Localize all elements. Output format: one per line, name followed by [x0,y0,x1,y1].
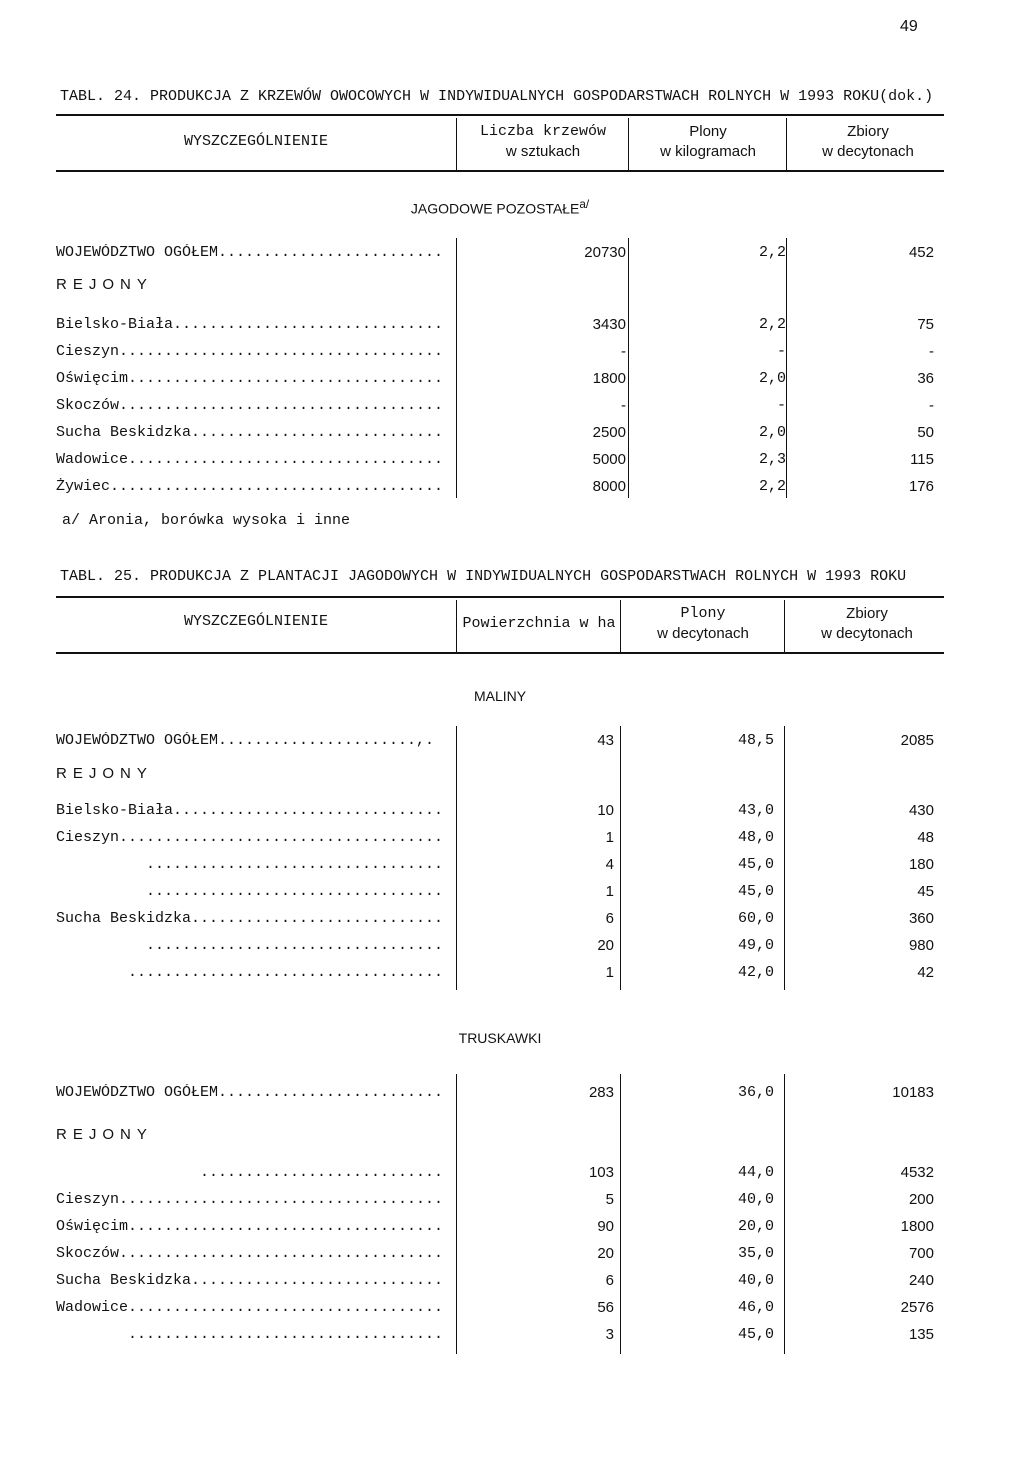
cell-zbiory: 180 [908,856,934,873]
table-row [56,424,944,448]
cell-plony: 45,0 [737,1326,774,1343]
row-label: Cieszyn.................................... [56,343,444,360]
footnote-marker: a/ [579,198,590,211]
table-row [56,883,944,907]
cell-powierzchnia: 3 [605,1326,614,1343]
cell-plony: 43,0 [737,802,774,819]
cell-plony: 20,0 [737,1218,774,1235]
table-25-header-divider [620,600,621,652]
cell-zbiory: 115 [910,451,934,468]
table-row [56,856,944,880]
cell-plony: 45,0 [737,883,774,900]
row-label: Wadowice................................... [56,451,444,468]
row-label: Cieszyn.................................... [56,1191,444,1208]
cell-powierzchnia: 20 [597,937,614,954]
cell-powierzchnia: 10 [597,802,614,819]
header-line: Liczba krzewów [479,123,607,140]
row-label: Sucha Beskidzka............................ [56,910,444,927]
table-25-header-divider [456,600,457,652]
cell-zbiory: 2085 [900,732,934,749]
table-row [56,937,944,961]
table-row [56,316,944,340]
cell-liczba: 20730 [584,244,626,261]
cell-zbiory: 42 [917,964,934,981]
cell-powierzchnia: 6 [605,1272,614,1289]
table-24-title: TABL. 24. PRODUKCJA Z KRZEWÓW OWOCOWYCH W INDYWIDUALNYCH GOSPODARSTWACH ROLNYCH W 1993 ROKU(dok.) [60,88,934,105]
row-label: Sucha Beskidzka............................ [56,424,444,441]
truskawki-section-title: TRUSKAWKI [458,1030,542,1046]
cell-zbiory: 75 [917,316,934,333]
table-24-total-row [56,244,944,268]
cell-plony: 45,0 [737,856,774,873]
cell-powierzchnia: 43 [597,732,614,749]
cell-powierzchnia: 4 [605,856,614,873]
cell-powierzchnia: 56 [597,1299,614,1316]
cell-liczba: 3430 [592,316,626,333]
cell-zbiory: 700 [908,1245,934,1262]
header-line: w decytonach [657,625,749,642]
row-label: Bielsko-Biała.............................. [56,316,444,333]
table-24-header-divider [456,118,457,170]
table-24-header-liczba [458,122,628,162]
cell-plony: 2,0 [758,424,786,441]
cell-zbiory: 48 [917,829,934,846]
cell-powierzchnia: 6 [605,910,614,927]
table-24-footnote: a/ Aronia, borówka wysoka i inne [62,512,351,529]
row-label: Oświęcim................................... [56,370,444,387]
cell-plony: 46,0 [737,1299,774,1316]
row-label: ................................... [56,964,444,981]
table-24-header-wyszczegolnienie: WYSZCZEGÓLNIENIE [183,133,329,150]
maliny-total-row [56,732,944,756]
header-line: Plony [689,123,727,140]
truskawki-regions-heading [56,1126,944,1150]
cell-powierzchnia: 1 [605,829,614,846]
row-label: WOJEWÓDZTWO OGÓŁEM......................... [56,1084,444,1101]
table-25-top-rule [56,596,944,598]
cell-plony: 60,0 [737,910,774,927]
table-row [56,802,944,826]
row-label: ................................. [56,856,444,873]
header-line: w sztukach [505,143,581,160]
table-24-section-title [56,198,944,217]
cell-plony: 2,2 [758,478,786,495]
table-row [56,397,944,421]
table-24-header-divider [628,118,629,170]
table-row [56,910,944,934]
row-label: ................................... [56,1326,444,1343]
table-row [56,1299,944,1323]
cell-plony: 2,2 [758,244,786,261]
table-25-header-rule [56,652,944,654]
cell-zbiory: 2576 [900,1299,934,1316]
header-line: Plony [680,605,726,622]
row-label: ................................. [56,937,444,954]
cell-plony: 44,0 [737,1164,774,1181]
table-24-top-rule [56,114,944,116]
row-label: Cieszyn.................................... [56,829,444,846]
cell-liczba: 5000 [592,451,626,468]
cell-plony: 48,5 [737,732,774,749]
cell-zbiory: - [929,343,934,360]
cell-zbiory: 430 [908,802,934,819]
cell-zbiory: 4532 [900,1164,934,1181]
cell-plony: 40,0 [737,1191,774,1208]
cell-plony: 35,0 [737,1245,774,1262]
cell-zbiory: 240 [908,1272,934,1289]
cell-liczba: 1800 [592,370,626,387]
cell-powierzchnia: 103 [588,1164,614,1181]
cell-powierzchnia: 20 [597,1245,614,1262]
cell-plony: - [776,343,786,360]
row-label: ................................. [56,883,444,900]
row-label: Oświęcim................................... [56,1218,444,1235]
cell-zbiory: 36 [917,370,934,387]
cell-powierzchnia: 90 [597,1218,614,1235]
cell-powierzchnia: 283 [588,1084,614,1101]
regions-label: REJONY [56,765,153,782]
header-line: w decytonach [822,143,914,160]
header-line: w kilogramach [660,143,756,160]
cell-zbiory: 200 [908,1191,934,1208]
row-label: Sucha Beskidzka............................ [56,1272,444,1289]
table-25-header-divider [784,600,785,652]
table-24-header-zbiory [788,122,948,162]
table-row [56,829,944,853]
cell-liczba: - [621,343,626,360]
cell-plony: 40,0 [737,1272,774,1289]
regions-label: REJONY [56,276,153,293]
table-row [56,1272,944,1296]
cell-plony: - [776,397,786,414]
table-row [56,343,944,367]
cell-plony: 42,0 [737,964,774,981]
table-25-header-plony [622,604,784,644]
table-25-header-zbiory [786,604,948,644]
table-25-header-wyszczegolnienie: WYSZCZEGÓLNIENIE [183,613,329,630]
cell-plony: 2,3 [758,451,786,468]
cell-zbiory: 360 [908,910,934,927]
header-line: w decytonach [821,625,913,642]
header-line: Zbiory [846,605,888,622]
cell-powierzchnia: 5 [605,1191,614,1208]
cell-liczba: 8000 [592,478,626,495]
table-25-header-powierzchnia: Powierzchnia w ha [462,615,616,632]
maliny-regions-heading [56,765,944,789]
row-label: Wadowice................................... [56,1299,444,1316]
row-label: Skoczów.................................... [56,1245,444,1262]
cell-plony: 48,0 [737,829,774,846]
table-row [56,451,944,475]
regions-label: REJONY [56,1126,153,1143]
cell-plony: 36,0 [737,1084,774,1101]
table-24-header-rule [56,170,944,172]
cell-plony: 49,0 [737,937,774,954]
cell-zbiory: 45 [917,883,934,900]
cell-zbiory: 176 [908,478,934,495]
maliny-section-title: MALINY [473,688,527,704]
cell-zbiory: 1800 [900,1218,934,1235]
row-label: Bielsko-Biała.............................. [56,802,444,819]
table-row [56,1245,944,1269]
truskawki-total-row [56,1084,944,1108]
cell-zbiory: 980 [908,937,934,954]
cell-powierzchnia: 1 [605,883,614,900]
table-25-title: TABL. 25. PRODUKCJA Z PLANTACJI JAGODOWYCH W INDYWIDUALNYCH GOSPODARSTWACH ROLNYCH W 1993 ROKU [60,568,907,585]
page-number: 49 [900,18,918,35]
cell-zbiory: 452 [908,244,934,261]
row-label: ........................... [56,1164,444,1181]
table-row [56,478,944,502]
row-label: Żywiec..................................... [56,478,444,495]
section-label: JAGODOWE POZOSTAŁE [410,200,580,217]
cell-zbiory: 50 [917,424,934,441]
header-line: Zbiory [847,123,889,140]
cell-zbiory: 10183 [892,1084,934,1101]
cell-liczba: 2500 [592,424,626,441]
cell-plony: 2,2 [758,316,786,333]
cell-liczba: - [621,397,626,414]
cell-zbiory: - [929,397,934,414]
table-row [56,1164,944,1188]
row-label: Skoczów.................................... [56,397,444,414]
row-label: WOJEWÓDZTWO OGÓŁEM......................... [56,244,444,261]
table-24-header-plony [630,122,786,162]
table-row [56,370,944,394]
table-row [56,1326,944,1350]
row-label: WOJEWÓDZTWO OGÓŁEM......................,. [56,732,435,749]
cell-plony: 2,0 [758,370,786,387]
cell-zbiory: 135 [908,1326,934,1343]
cell-powierzchnia: 1 [605,964,614,981]
table-row [56,1191,944,1215]
table-24-regions-heading [56,276,944,300]
table-row [56,1218,944,1242]
table-row [56,964,944,988]
table-24-header-divider [786,118,787,170]
